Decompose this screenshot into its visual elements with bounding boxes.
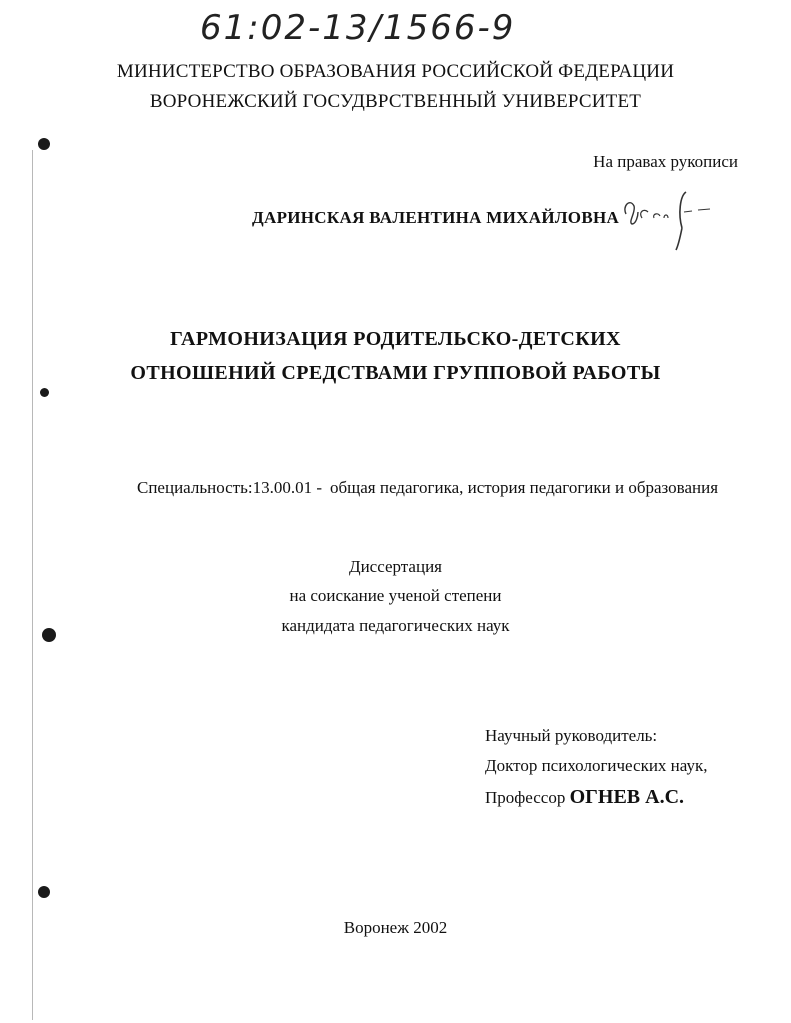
binding-margin-line bbox=[32, 150, 33, 1020]
punch-hole-1 bbox=[38, 138, 50, 150]
author-name: ДАРИНСКАЯ ВАЛЕНТИНА МИХАЙЛОВНА bbox=[252, 208, 620, 227]
city-year: Воронеж 2002 bbox=[343, 918, 448, 937]
specialty-code: 13.00.01 - bbox=[252, 478, 323, 497]
specialty-label: Специальность: bbox=[137, 478, 253, 497]
author-signature bbox=[620, 188, 715, 254]
supervisor-rank: Профессор bbox=[485, 788, 566, 807]
specialty-name: общая педагогика, история педагогики и образования bbox=[330, 478, 719, 497]
dissertation-title-line-1: ГАРМОНИЗАЦИЯ РОДИТЕЛЬСКО-ДЕТСКИХ bbox=[170, 328, 621, 350]
dissertation-type: Диссертация bbox=[348, 557, 442, 576]
degree-name: кандидата педагогических наук bbox=[281, 616, 510, 635]
supervisor-line bbox=[485, 786, 684, 809]
supervisor-label: Научный руководитель: bbox=[485, 726, 658, 745]
punch-hole-4 bbox=[38, 886, 50, 898]
university-heading: ВОРОНЕЖСКИЙ ГОСУДВРСТВЕННЫЙ УНИВЕРСИТЕТ bbox=[149, 91, 642, 112]
rights-note: На правах рукописи bbox=[593, 152, 738, 171]
degree-purpose: на соискание ученой степени bbox=[289, 586, 502, 605]
punch-hole-2 bbox=[40, 388, 49, 397]
supervisor-degree: Доктор психологических наук, bbox=[485, 756, 708, 775]
supervisor-name: ОГНЕВ А.С. bbox=[569, 786, 685, 808]
specialty-line bbox=[137, 478, 718, 498]
ministry-heading: МИНИСТЕРСТВО ОБРАЗОВАНИЯ РОССИЙСКОЙ ФЕДЕРАЦИИ bbox=[116, 61, 675, 82]
archive-code: 61:02-13/1566-9 bbox=[200, 8, 516, 48]
dissertation-title-line-2: ОТНОШЕНИЙ СРЕДСТВАМИ ГРУППОВОЙ РАБОТЫ bbox=[130, 362, 661, 384]
